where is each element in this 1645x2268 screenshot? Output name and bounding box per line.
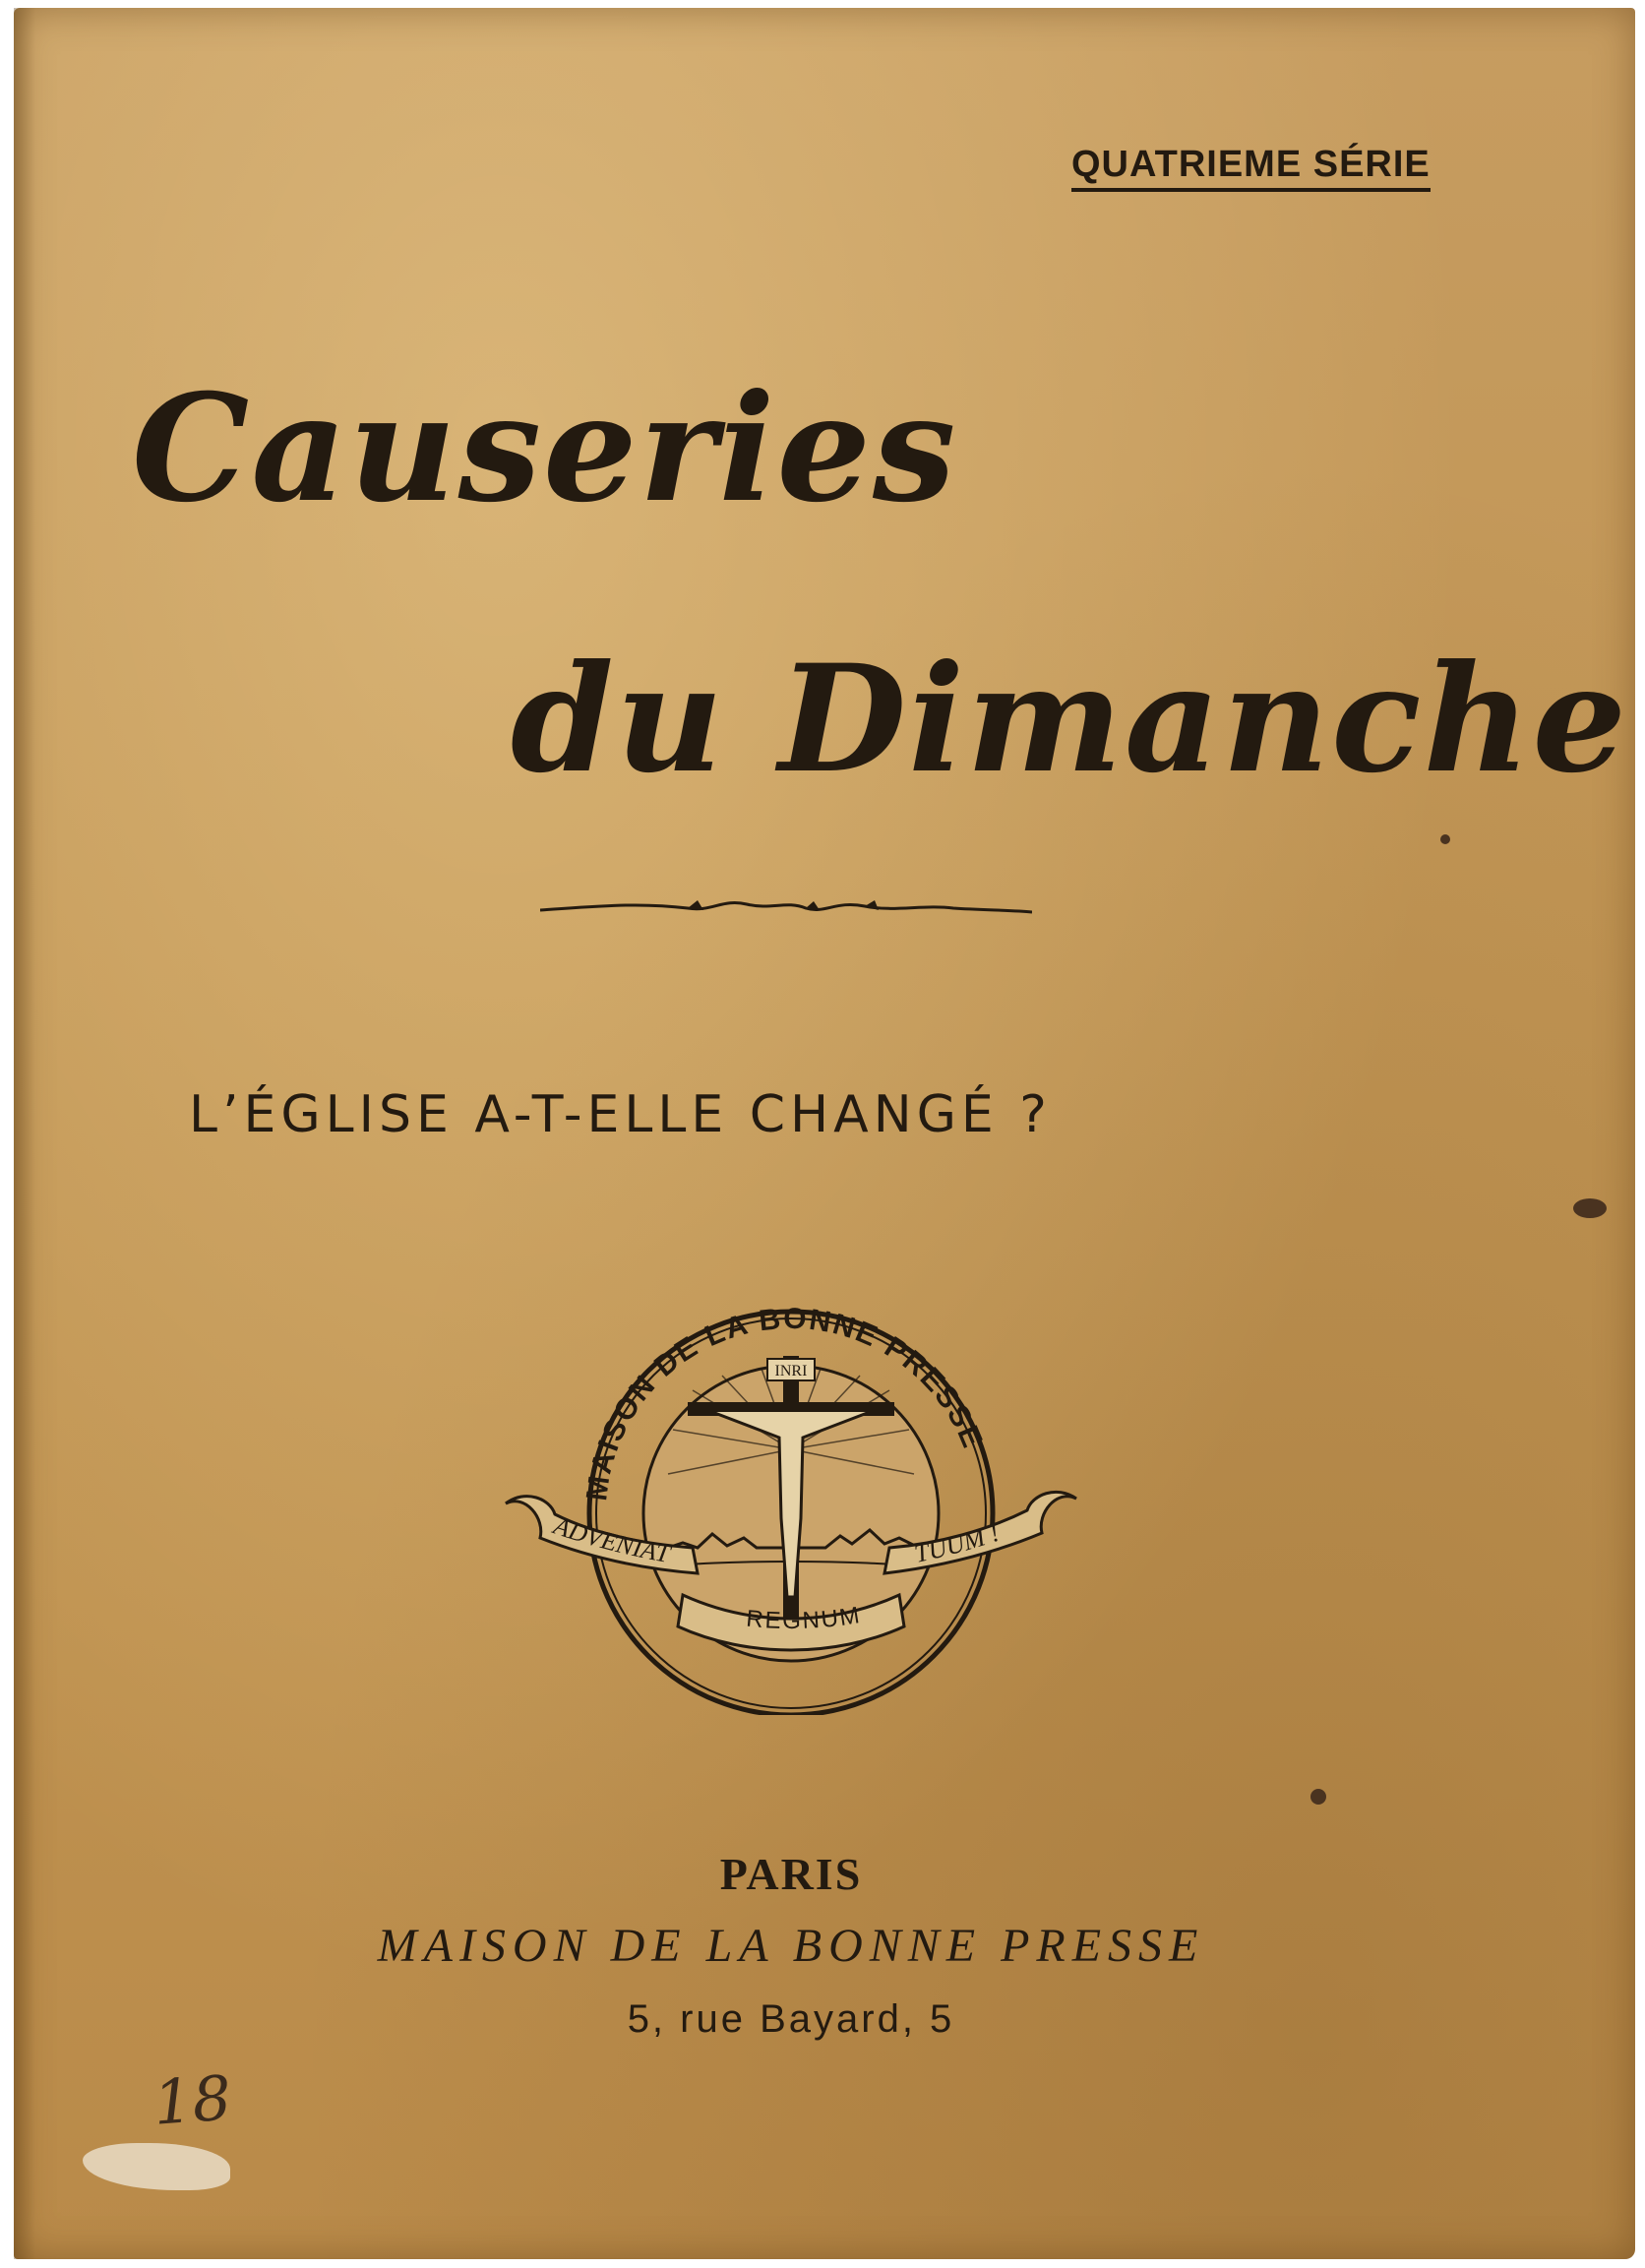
paper-tear	[83, 2143, 230, 2190]
banner-left-text: ADVENIAT	[550, 1510, 673, 1568]
banner-right-text: TUUM !	[911, 1517, 1004, 1568]
banner-center-text: REGNUM	[745, 1601, 864, 1635]
subtitle: L’ÉGLISE A-T-ELLE CHANGÉ ?	[189, 1085, 1052, 1144]
handwritten-note: 18	[151, 2061, 234, 2139]
title-line-2: du Dimanche	[511, 633, 1629, 806]
publisher-seal-emblem	[486, 1302, 1096, 1715]
book-cover	[14, 8, 1635, 2259]
publisher-name: MAISON DE LA BONNE PRESSE	[377, 1920, 1205, 1972]
city: PARIS	[719, 1849, 863, 1899]
seal-inri: INRI	[774, 1363, 808, 1379]
series-label: QUATRIEME SÉRIE	[1071, 144, 1431, 192]
publisher-address: 5, rue Bayard, 5	[627, 1997, 955, 2041]
ink-spot	[1310, 1789, 1326, 1805]
title-line-1: Causeries	[132, 362, 958, 535]
ornament-divider	[540, 889, 1032, 928]
ink-stain	[1573, 1198, 1607, 1218]
ink-spot	[1440, 834, 1450, 844]
seal-ring-text: MAISON DE LA BONNE PRESSE	[580, 1302, 990, 1503]
